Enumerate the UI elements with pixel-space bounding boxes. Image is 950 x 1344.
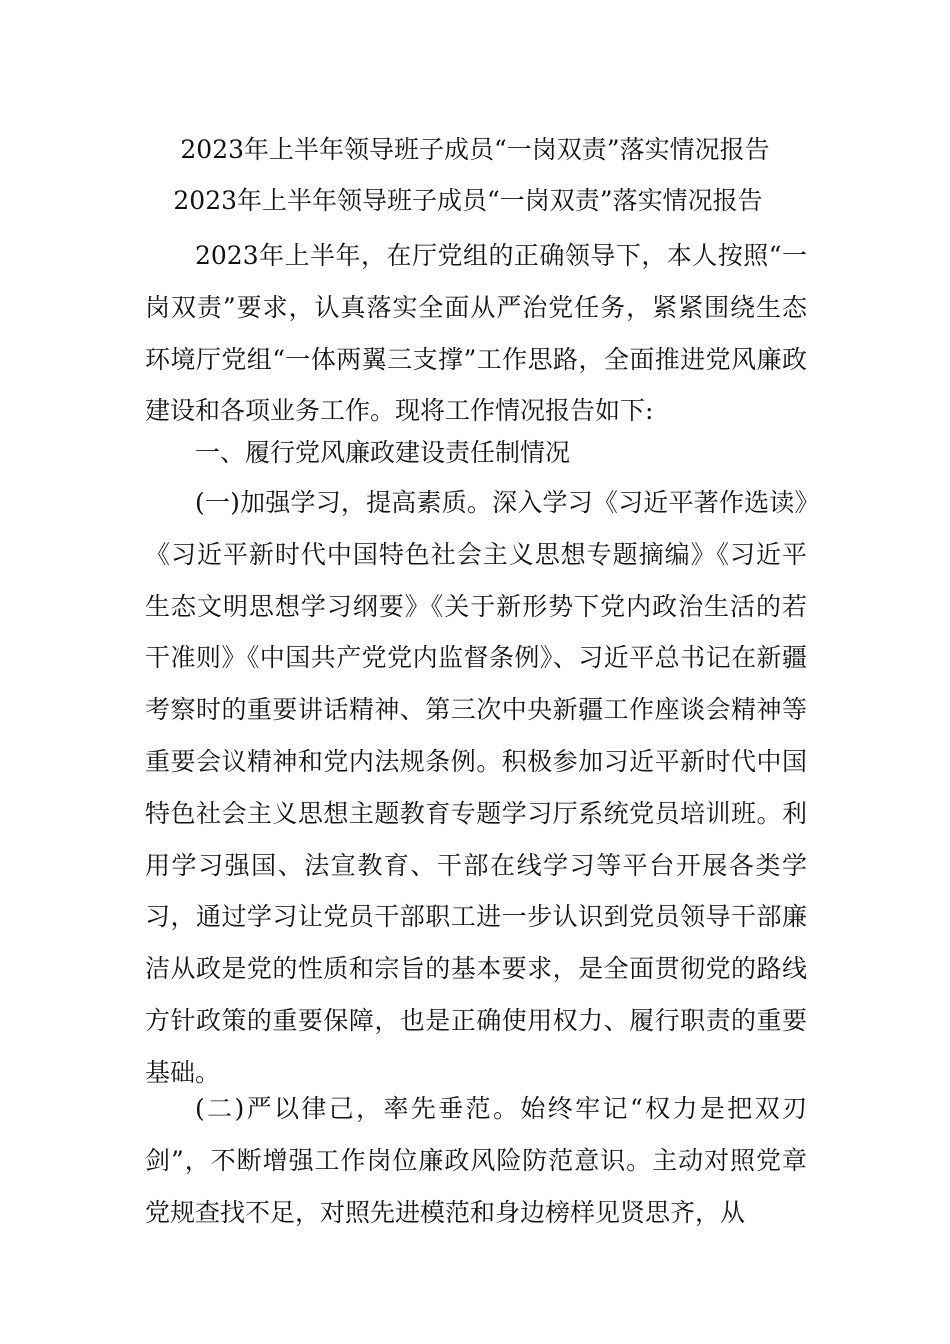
section-heading: 一、履行党风廉政建设责任制情况 (195, 438, 571, 467)
document-title-repeat: 2023年上半年领导班子成员“一岗双责”落实情况报告 (173, 186, 763, 215)
item-1-paragraph: (一)加强学习，提高素质。深入学习《习近平著作选读》《习近平新时代中国特色社会主义思想专题摘编》《习近平生态文明思想学习纲要》《关于新形势下党内政治生活的若干准则》《中国共产党党内监督条例》、习近平总书记在新疆考察时的重要讲话精神、第三次中央新疆工作座谈会精神等重要会议精神和党内法规条例。积极参加习近平新时代中国特色社会主义思想主题教育专题学习厅系统党员培训班。利用学习强国、法宣教育、干部在线学习等平台开展各类学习，通过学习让党员干部职工进一步认识到党员领导干部廉洁从政是党的性质和宗旨的基本要求，是全面贯彻党的路线方针政策的重要保障，也是正确使用权力、履行职责的重要基础。 (145, 488, 807, 1087)
item-2-paragraph: (二)严以律己，率先垂范。始终牢记“权力是把双刃剑”，不断增强工作岗位廉政风险防范意识。主动对照党章党规查找不足，对照先进模范和身边榜样见贤思齐，从 (145, 1094, 807, 1227)
intro-paragraph: 2023年上半年，在厅党组的正确领导下，本人按照“一岗双责”要求，认真落实全面从严治党任务，紧紧围绕生态环境厅党组“一体两翼三支撑”工作思路，全面推进党风廉政建设和各项业务工作。现将工作情况报告如下: (145, 241, 807, 426)
document-title: 2023年上半年领导班子成员“一岗双责”落实情况报告 (180, 135, 770, 164)
